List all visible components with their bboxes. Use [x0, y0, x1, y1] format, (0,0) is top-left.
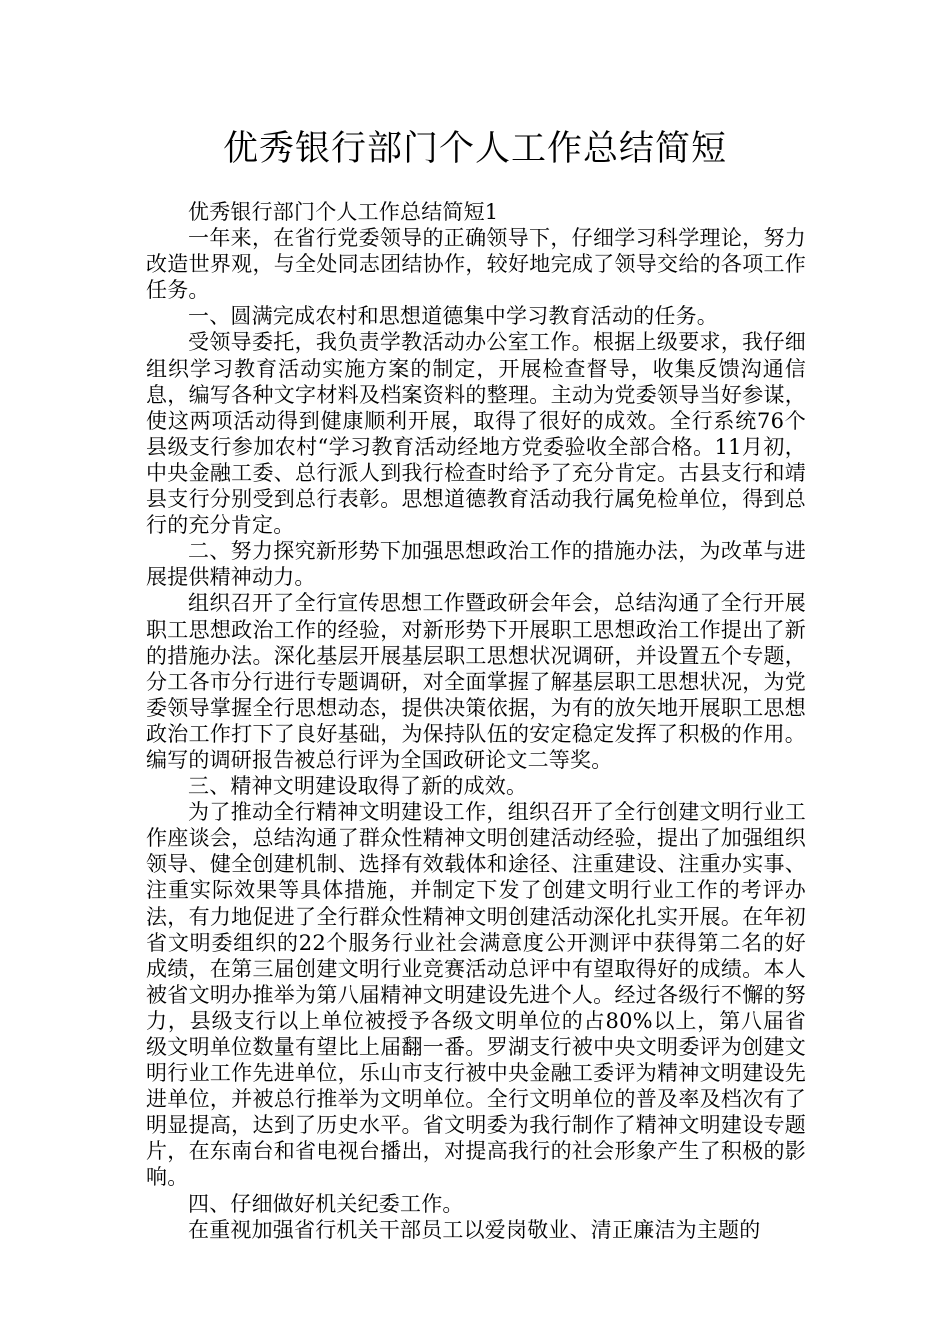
- document-title: 优秀银行部门个人工作总结简短: [222, 129, 727, 169]
- section-heading-3: 三、精神文明建设取得了新的成效。: [188, 774, 528, 799]
- intro-paragraph: 一年来，在省行党委领导的正确领导下，仔细学习科学理论，努力改造世界观，与全处同志团结协作，较好地完成了领导交给的各项工作任务。: [146, 226, 806, 303]
- section-body-4: 在重视加强省行机关干部员工以爱岗敬业、清正廉洁为主题的: [188, 1217, 761, 1242]
- section-body-3: 为了推动全行精神文明建设工作，组织召开了全行创建文明行业工作座谈会，总结沟通了群众性精神文明创建活动经验，提出了加强组织领导、健全创建机制、选择有效载体和途径、注重建设、注重办实事、注重实际效果等具体措施，并制定下发了创建文明行业工作的考评办法，有力地促进了全行群众性精神文明创建活动深化扎实开展。在年初省文明委组织的22个服务行业社会满意度公开测评中获得第二名的好成绩，在第三届创建文明行业竞赛活动总评中有望取得好的成绩。本人被省文明办推举为第八届精神文明建设先进个人。经过各级行不懈的努力，县级支行以上单位被授予各级文明单位的占80%以上，第八届省级文明单位数量有望比上届翻一番。罗湖支行被中央文明委评为创建文明行业工作先进单位，乐山市支行被中央金融工委评为精神文明建设先进单位，并被总行推举为文明单位。全行文明单位的普及率及档次有了明显提高，达到了历史水平。省文明委为我行制作了精神文明建设专题片，在东南台和省电视台播出，对提高我行的社会形象产生了积极的影响。: [146, 800, 806, 1190]
- section-heading-2: 二、努力探究新形势下加强思想政治工作的措施办法，为改革与进展提供精神动力。: [146, 539, 806, 590]
- section-body-1: 受领导委托，我负责学教活动办公室工作。根据上级要求，我仔细组织学习教育活动实施方案的制定，开展检查督导，收集反馈沟通信息，编写各种文字材料及档案资料的整理。主动为党委领导当好参谋，使这两项活动得到健康顺利开展，取得了很好的成效。全行系统76个县级支行参加农村“学习教育活动经地方党委验收全部合格。11月初，中央金融工委、总行派人到我行检查时给予了充分肯定。古县支行和靖县支行分别受到总行表彰。思想道德教育活动我行属免检单位，得到总行的充分肯定。: [146, 330, 806, 538]
- section-heading-1: 一、圆满完成农村和思想道德集中学习教育活动的任务。: [188, 304, 718, 329]
- document-body: [146, 199, 806, 1243]
- section-heading-4: 四、仔细做好机关纪委工作。: [188, 1191, 464, 1216]
- section-body-2: 组织召开了全行宣传思想工作暨政研会年会，总结沟通了全行开展职工思想政治工作的经验，对新形势下开展职工思想政治工作提出了新的措施办法。深化基层开展基层职工思想状况调研，并设置五个专题，分工各市分行进行专题调研，对全面掌握了解基层职工思想状况，为党委领导掌握全行思想动态，提供决策依据，为有的放矢地开展职工思想政治工作打下了良好基础，为保持队伍的安定稳定发挥了积极的作用。编写的调研报告被总行评为全国政研论文二等奖。: [146, 591, 806, 772]
- subtitle-paragraph: 优秀银行部门个人工作总结简短1: [188, 200, 499, 224]
